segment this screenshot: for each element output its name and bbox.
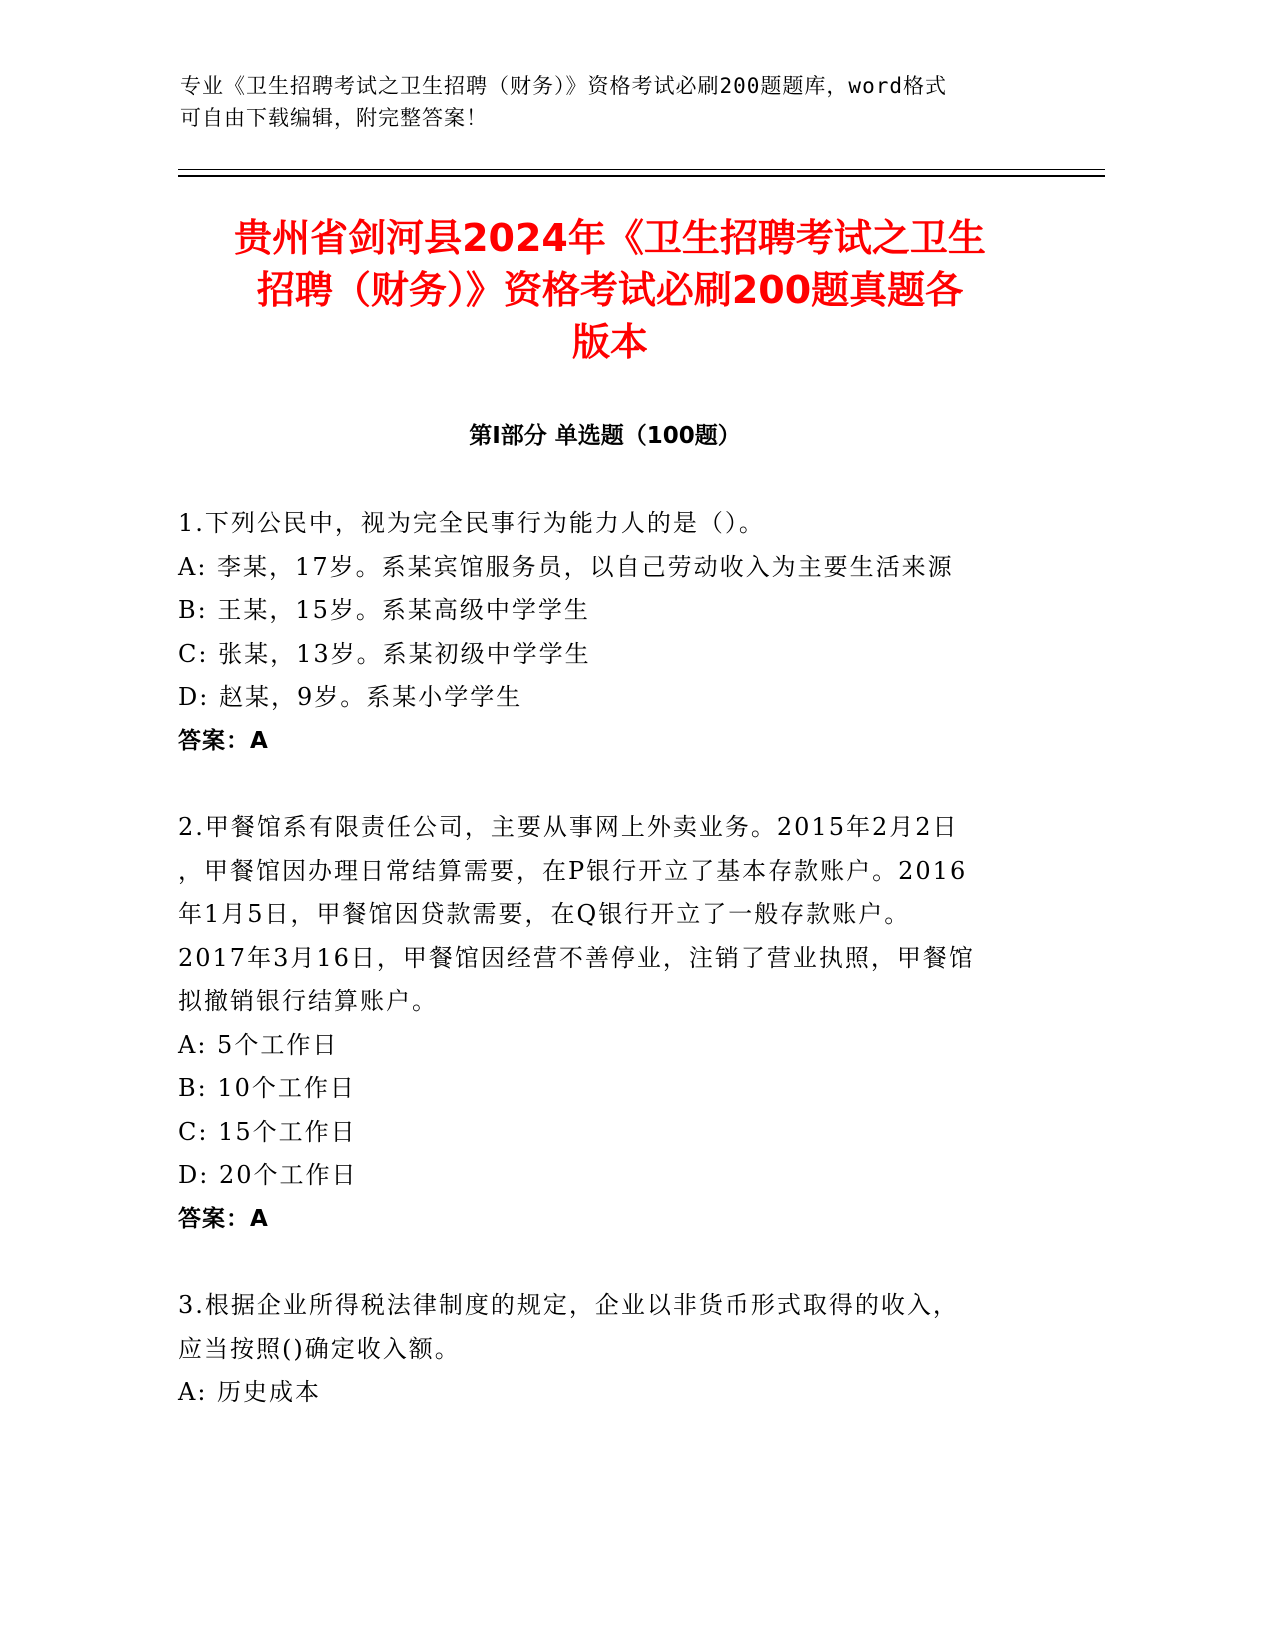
- question-stem: 拟撤销银行结算账户。: [178, 987, 438, 1015]
- option-a: A: 历史成本: [178, 1378, 322, 1406]
- header-note-line: 可自由下载编辑，附完整答案！: [180, 106, 488, 130]
- option-c: C: 15个工作日: [178, 1117, 357, 1146]
- answer: 答案：A: [178, 727, 269, 754]
- question-stem: 2017年3月16日，甲餐馆因经营不善停业，注销了营业执照，甲餐馆: [178, 943, 975, 972]
- question-3: [178, 1284, 1078, 1415]
- section-title: 第Ⅰ部分 单选题（100题）: [469, 423, 741, 449]
- header-note: [180, 70, 1060, 134]
- option-d: D: 20个工作日: [178, 1161, 358, 1189]
- question-stem: 3.根据企业所得税法律制度的规定，企业以非货币形式取得的收入，: [178, 1291, 959, 1319]
- question-2: [178, 806, 1078, 1241]
- header-note-line: 专业《卫生招聘考试之卫生招聘（财务）》资格考试必刷200题题库，word格式: [180, 74, 947, 98]
- option-a: A: 李某，17岁。系某宾馆服务员，以自己劳动收入为主要生活来源: [178, 552, 954, 581]
- question-stem: 1.下列公民中，视为完全民事行为能力人的是（）。: [178, 509, 765, 537]
- question-list: [178, 502, 1078, 1415]
- option-b: B: 10个工作日: [178, 1074, 356, 1102]
- header-divider-thick: [178, 175, 1105, 177]
- answer: 答案：A: [178, 1205, 269, 1232]
- title-line: 贵州省剑河县2024年《卫生招聘考试之卫生: [234, 216, 986, 260]
- question-stem: 2.甲餐馆系有限责任公司，主要从事网上外卖业务。2015年2月2日: [178, 813, 959, 841]
- question-1: [178, 502, 1078, 763]
- title-line: 版本: [571, 320, 648, 364]
- option-c: C: 张某，13岁。系某初级中学学生: [178, 639, 591, 668]
- option-a: A: 5个工作日: [178, 1030, 339, 1059]
- option-d: D: 赵某，9岁。系某小学学生: [178, 683, 523, 711]
- title-line: 招聘（财务）》资格考试必刷200题真题各: [256, 268, 964, 312]
- question-stem: 应当按照()确定收入额。: [178, 1334, 461, 1363]
- document-title: [160, 212, 1060, 368]
- option-b: B: 王某，15岁。系某高级中学学生: [178, 596, 590, 624]
- header-divider-thin: [178, 169, 1105, 170]
- question-stem: 年1月5日，甲餐馆因贷款需要，在Q银行开立了一般存款账户。: [178, 900, 911, 928]
- question-stem: ，甲餐馆因办理日常结算需要，在P银行开立了基本存款账户。2016: [178, 856, 968, 885]
